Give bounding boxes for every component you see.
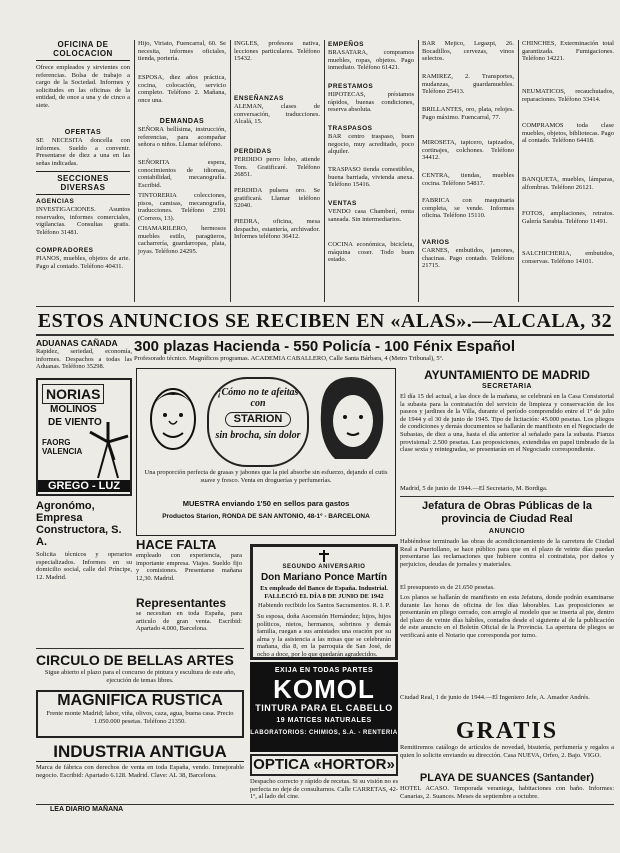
classified-column-4	[328, 40, 414, 308]
starion-address: Productos Starion, RONDA DE SAN ANTONIO, 48-1º - BARCELONA	[162, 513, 370, 520]
col5-text-7: CARNES, embutidos, jamones, chacinas. Pago contado. Teléfono 21715.	[422, 247, 514, 270]
classified-column-1	[36, 40, 130, 308]
col6-text-4: BANQUETA, muebles, lámparas, alfombras. Teléfono 26121.	[522, 176, 614, 191]
cross-icon	[319, 550, 329, 562]
ciudad-real-title: Jefatura de Obras Públicas de la provincia de Ciudad Real	[422, 500, 592, 525]
col5-text-4: MIROSETA, tapicero, tapizados, cortinajes, colchones. Teléfono 34412.	[422, 139, 514, 162]
optica-text: Despacho correcto y rápido de recetas. Si su visión no es perfecta no deje de consultarnos. Calle CARRETAS, 42-1º, al lado del cine.	[250, 778, 398, 801]
rustica-text: Frente monte Madrid; labor, viña, olivos, caza, agua, buena casa. Precio 1.050.000 pesetas. Teléfono 21350.	[46, 710, 234, 725]
representantes-ad	[136, 596, 242, 646]
col1-text-2: SE NECESITA doncella con informes. Sueldo a convenir. Presentarse de diez a una en las señas indicadas.	[36, 137, 130, 167]
aduanas-title: ADUANAS CAÑADA	[36, 338, 118, 348]
industria-ad	[36, 742, 244, 798]
representantes-title: Representantes	[136, 596, 227, 610]
aduanas-ad	[36, 338, 132, 378]
man-face-illustration	[143, 375, 203, 463]
classified-column-5	[422, 40, 514, 308]
col4-text-3: BAR centro traspaso, buen negocio, muy acreditado, poco alquiler.	[328, 133, 414, 156]
circulo-bellas-artes-ad	[36, 652, 244, 690]
col4-text-5: VENDO casa Chamberí, renta saneada. Sin intermediarios.	[328, 208, 414, 223]
komol-top: EXIJA EN TODAS PARTES	[274, 667, 374, 674]
classified-column-6	[522, 40, 614, 308]
starion-text: Una proporción perfecta de grasas y jabones que la piel absorbe sin esfuerzo, dejando el cutis suave y fresco. Venta en droguerías y perfumerías.	[144, 469, 388, 484]
prestamos-label: PRESTAMOS	[328, 83, 374, 90]
col5-text-2: RAMIREZ, 2. Transportes, mudanzas, guardamuebles. Teléfono 25413.	[422, 73, 514, 96]
col3-text-4: PERDIDA pulsera oro. Se gratificará. Llamar teléfono 52040.	[234, 187, 320, 210]
ciudad-real-foot: Ciudad Real, 1 de junio de 1944.—El Ingeniero Jefe, A. Amador Andrés.	[400, 694, 590, 701]
norias-viento: DE VIENTO	[48, 417, 102, 428]
varios-label: VARIOS	[422, 239, 450, 246]
col1-text-1: Ofrece empleados y sirvientes con referencias. Bolsa de trabajo a cargo de la Sociedad. Informes y solicitudes en las oficinas de la entidad, de once a una y de cinco a siete.	[36, 64, 130, 109]
optica-ad	[250, 754, 398, 804]
col5-text-6: FABRICA con maquinaria completa, se vende. Informes oficina. Teléfono 15110.	[422, 197, 514, 220]
starion-bubble	[207, 377, 309, 467]
komol-ad	[250, 662, 398, 752]
plazas-ad	[134, 338, 614, 368]
classifieds-section	[36, 40, 614, 308]
hacefalta-text: empleado con experiencia, para importante empresa. Viajes. Sueldo fijo y comisiones. Presentarse mañana 12,30. Madrid.	[136, 552, 242, 582]
norias-foot: GREGO - LUZ	[38, 480, 130, 492]
ayuntamiento-foot: Madrid, 5 de junio de 1944.—El Secretario, M. Bordiga.	[400, 485, 548, 492]
col4-text-1: BRASATARA, compramos muebles, ropas, objetos. Pago inmediato. Teléfono 61421.	[328, 49, 414, 72]
gratis-title: GRATIS	[455, 718, 559, 744]
col6-text-2: NEUMATICOS, recauchutados, reparaciones. Teléfono 33414.	[522, 88, 614, 103]
ciudad-real-ad	[400, 500, 614, 716]
hacefalta-ad	[136, 538, 242, 594]
komol-lab: LABORATORIOS: CHIMIOS, S.A. - RENTERIA	[250, 730, 398, 736]
section-rule	[36, 648, 244, 649]
col2-text-4: SEÑORITA espera, conocimientos de idiomas, contabilidad, mecanografía. Escribid.	[138, 159, 226, 189]
column-divider	[418, 40, 419, 302]
column-divider	[230, 40, 231, 302]
column-divider	[134, 40, 135, 302]
col3-text-3: PERDIDO perro lobo, atiende Tom. Gratificaré. Teléfono 26851.	[234, 156, 320, 179]
secciones-heading: SECCIONES DIVERSAS	[36, 171, 130, 195]
col3-text-1: INGLES, profesora nativa, lecciones particulares. Teléfono 15432.	[234, 40, 320, 63]
alas-band-headline: ESTOS ANUNCIOS SE RECIBEN EN «ALAS».—ALCALA, 32	[37, 310, 613, 332]
enseñanzas-label: ENSEÑANZAS	[234, 95, 284, 102]
col5-text-5: CENTRA, tiendas, muebles cocina. Teléfono 54817.	[422, 172, 514, 187]
col6-text-5: FOTOS, ampliaciones, retratos. Galería Sarabia. Teléfono 11491.	[522, 210, 614, 225]
starion-bubble-line2: sin brocha, sin dolor	[215, 430, 301, 441]
esquela-rip: Habiendo recibido los Santos Sacramentos. R. I. P.	[258, 602, 390, 609]
col3-text-5: PIEDRA, oficina, mesa despacho, estantería, archivador. Informes teléfono 36412.	[234, 218, 320, 241]
gratis-ad	[400, 718, 614, 770]
band-rule-top	[36, 306, 614, 307]
compradores-label: COMPRADORES	[36, 247, 94, 254]
col2-text-1: Hijo, Viriato, Fuencarral, 60. Se necesita, informes oficiales, tienda, portería.	[138, 40, 226, 63]
agencias-label: AGENCIAS	[36, 198, 75, 205]
agronomo-title: Agronómo, Empresa Constructora, S. A.	[36, 500, 122, 548]
column-divider	[518, 40, 519, 302]
esquela-name: Don Mariano Ponce Martín	[260, 572, 388, 583]
komol-brand: KOMOL	[273, 674, 375, 704]
ayuntamiento-title: AYUNTAMIENTO DE MADRID	[424, 368, 590, 382]
representantes-text: se necesitan en toda España, para articulo de gran venta. Escribid: Apartado 4.000, Barcelona.	[136, 610, 242, 633]
ofertas-label: OFERTAS	[64, 129, 102, 136]
industria-text: Marca de fábrica con derechos de venta en toda España, vendo. Inmejorable negocio. Escribid: Apartado 6.128. Madrid. Clave: AL 38, Barcelona.	[36, 764, 244, 779]
ciudad-real-body-2: Los planos se hallarán de manifiesto en esta Jefatura, donde podrán examinarse durante las horas de oficina de los días laborables. Las proposiciones se presentarán en pliego cerrado, con arreglo al modelo que se inserta al pie, dentro del plazo de veinte días hábiles, contados desde el siguiente al de la publicación de este anuncio en el Boletín Oficial de la Provincia. La apertura de pliegos se verificará ante el Notario que corresponda por turno.	[400, 594, 614, 639]
ayuntamiento-sub: SECRETARIA	[482, 383, 532, 390]
esquela-pre: SEGUNDO ANIVERSARIO	[282, 564, 366, 570]
ayuntamiento-body: El día 15 del actual, a las doce de la mañana, se celebrará en la Casa Consistorial la subasta para la contratación del servicio de limpieza y conservación de los paseos y jardines de la Villa, durante el período comprendido entre el 1º de julio de 1944 y el 30 de junio de 1945. Tipo de licitación: 45.000 pesetas. Los pliegos de condiciones y demás documentos se hallarán de manifiesto en el Negociado de Subastas, de diez a una, hasta el día anterior al señalado para la subasta. Fianza provisional: 2.500 pesetas. Las proposiciones, extendidas en papel timbrado de la clase sexta y reintegradas, se presentarán en el Negociado correspondiente.	[400, 393, 614, 454]
aduanas-text: Rapidez, seriedad, economía, informes. Despachos a todas las Aduanas. Teléfono 35298.	[36, 348, 132, 371]
hacefalta-title: HACE FALTA	[136, 537, 217, 552]
optica-title: OPTICA «HORTOR»	[250, 754, 398, 776]
compradores-text: PIANOS, muebles, objetos de arte. Pago al contado. Teléfono 40431.	[36, 255, 130, 270]
ciudad-real-body: Habiéndose terminado las obras de acondicionamiento de la carretera de Ciudad Real a Puertollano, se hace público para que en el plazo de veinte días puedan presentarse las reclamaciones que hubiere contra el contratista, por daños y perjuicios, deudas de jornales y materiales.	[400, 538, 614, 568]
col2-text-5: TINTORERIA colecciones, pisos, camisas, mecanografía, traducciones. Teléfono 2391 (Correos, 13).	[138, 192, 226, 222]
agronomo-text: Solicita técnicos y operarios especializados. Informes en su domicilio social, calle del Príncipe, 12. Madrid.	[36, 551, 132, 581]
col4-text-4: TRASPASO tienda comestibles, buena barriada, vivienda anexa. Teléfono 15416.	[328, 166, 414, 189]
starion-brand: STARION	[225, 412, 291, 427]
norias-brand: FAORG VALENCIA	[42, 438, 83, 456]
komol-matices: 19 MATICES NATURALES	[276, 717, 372, 724]
col2-text-6: CHAMARILERO, hermosos muebles estilo, paragüeros, cacharrería, guardarropas, plata, joyas. Teléfono 24295.	[138, 225, 226, 255]
ciudad-real-sub: ANUNCIO	[488, 528, 526, 535]
classified-column-2	[138, 40, 226, 308]
col4-text-6: COCINA económica, bicicleta, máquina coser. Todo buen estado.	[328, 241, 414, 264]
esquela-body: Su esposa, doña Ascensión Hernández; hijos, hijos políticos, nietos, hermanos, sobrinos y demás familia, ruegan a sus amistades una oración por su alma y la asistencia a las misas que se celebrarán mañana, día 8, en la parroquia de San José, de ocho a doce, por lo que quedarán agradecidos.	[257, 613, 391, 658]
gratis-text: Remitiremos catálogo de artículos de novedad, bisutería, perfumería y regalos a quien lo solicite enviando su dirección. Casa NUEVA, Orfeo, 2. Bajo. VIGO.	[400, 744, 614, 759]
col6-text-6: SALCHICHERIA, embutidos, conservas. Teléfono 14101.	[522, 250, 614, 265]
col2-text-2: ESPOSA, diez años práctica, cocina, colocación, servicio completo. Teléfono 2. Mañana, once una.	[138, 74, 226, 104]
demandas-label: DEMANDAS	[159, 118, 205, 125]
playa-suances-ad	[400, 772, 614, 804]
perdidas-label: PERDIDAS	[234, 148, 272, 155]
column-divider	[324, 40, 325, 302]
rustica-title: MAGNIFICA RUSTICA	[57, 692, 223, 709]
rustica-ad	[36, 690, 244, 738]
colocacion-heading: OFICINA DE COLOCACION	[36, 40, 130, 61]
playa-text: HOTEL ACASO. Temporada veraniega, habitaciones con baño. Informes: Canarias, 2. Suances. Meses de septiembre a octubre.	[400, 785, 614, 800]
plazas-title: 300 plazas Hacienda - 550 Policía - 100 Fénix Español	[134, 338, 516, 355]
norias-ad	[36, 378, 132, 496]
ayuntamiento-madrid-ad	[400, 368, 614, 494]
circulo-title: CIRCULO DE BELLAS ARTES	[36, 652, 234, 668]
empeños-label: EMPEÑOS	[328, 41, 365, 48]
traspasos-label: TRASPASOS	[328, 125, 373, 132]
agencias-text: INVESTIGACIONES. Asuntos reservados, informes comerciales, vigilancias. Consultas gratis. Teléfono 31481.	[36, 206, 130, 236]
agronomo-ad	[36, 500, 132, 600]
circulo-text: Sigue abierto el plazo para el concurso de pintura y escultura de este año, ejecución de temas libres.	[44, 669, 236, 684]
woman-face-illustration	[311, 373, 391, 465]
col4-text-2: HIPOTECAS, préstamos rápidos, buenas condiciones, reserva absoluta.	[328, 91, 414, 114]
col6-text-3: COMPRAMOS toda clase muebles, objetos, bibliotecas. Pago al contado. Teléfono 64418.	[522, 122, 614, 145]
esquela-notice	[250, 544, 398, 660]
col5-text-1: BAR Mejico, Legazpi, 26. Bocadillos, cervezas, vinos selectos.	[422, 40, 514, 63]
komol-line: TINTURA PARA EL CABELLO	[255, 703, 393, 713]
norias-title: NORIAS	[42, 384, 104, 404]
plazas-sub: Profesorado técnico. Magníficos programas. ACADEMIA CABALLERO, Calle Santa Bárbara, 4 (Metro Tribunal), 5º.	[134, 355, 444, 362]
starion-bubble-line1: ¡Cómo no te afeitas con	[217, 387, 299, 409]
lea-diario: LEA DIARIO MAÑANA	[50, 806, 124, 813]
esquela-post: Ex empleado del Banco de España. Industrial. FALLECIÓ EL DÍA 8 DE JUNIO DE 1942	[260, 585, 388, 600]
col6-text-1: CHINCHES, Exterminación total garantizada. Fumigaciones. Teléfono 14221.	[522, 40, 614, 63]
ciudad-real-presupuesto: El presupuesto es de 21.650 pesetas.	[400, 584, 495, 591]
band-rule-bottom	[36, 334, 614, 336]
col5-text-3: BRILLANTES, oro, plata, relojes. Pago máximo. Fuencarral, 77.	[422, 106, 514, 121]
industria-title: INDUSTRIA ANTIGUA	[36, 742, 244, 762]
starion-ad	[136, 368, 396, 536]
norias-molinos: MOLINOS	[50, 404, 97, 415]
classified-column-3	[234, 40, 320, 308]
playa-title: PLAYA DE SUANCES (Santander)	[419, 772, 595, 784]
starion-muestra: MUESTRA enviando 1'50 en sellos para gastos	[182, 499, 350, 508]
ventas-label: VENTAS	[328, 200, 357, 207]
col3-text-2: ALEMAN, clases de conversación, traducciones. Alcalá, 15.	[234, 103, 320, 126]
col2-text-3: SEÑORA bellísima, instrucción, referencias, para acompañar señora o niños. Llamar teléfono.	[138, 126, 226, 149]
section-rule	[400, 496, 614, 497]
